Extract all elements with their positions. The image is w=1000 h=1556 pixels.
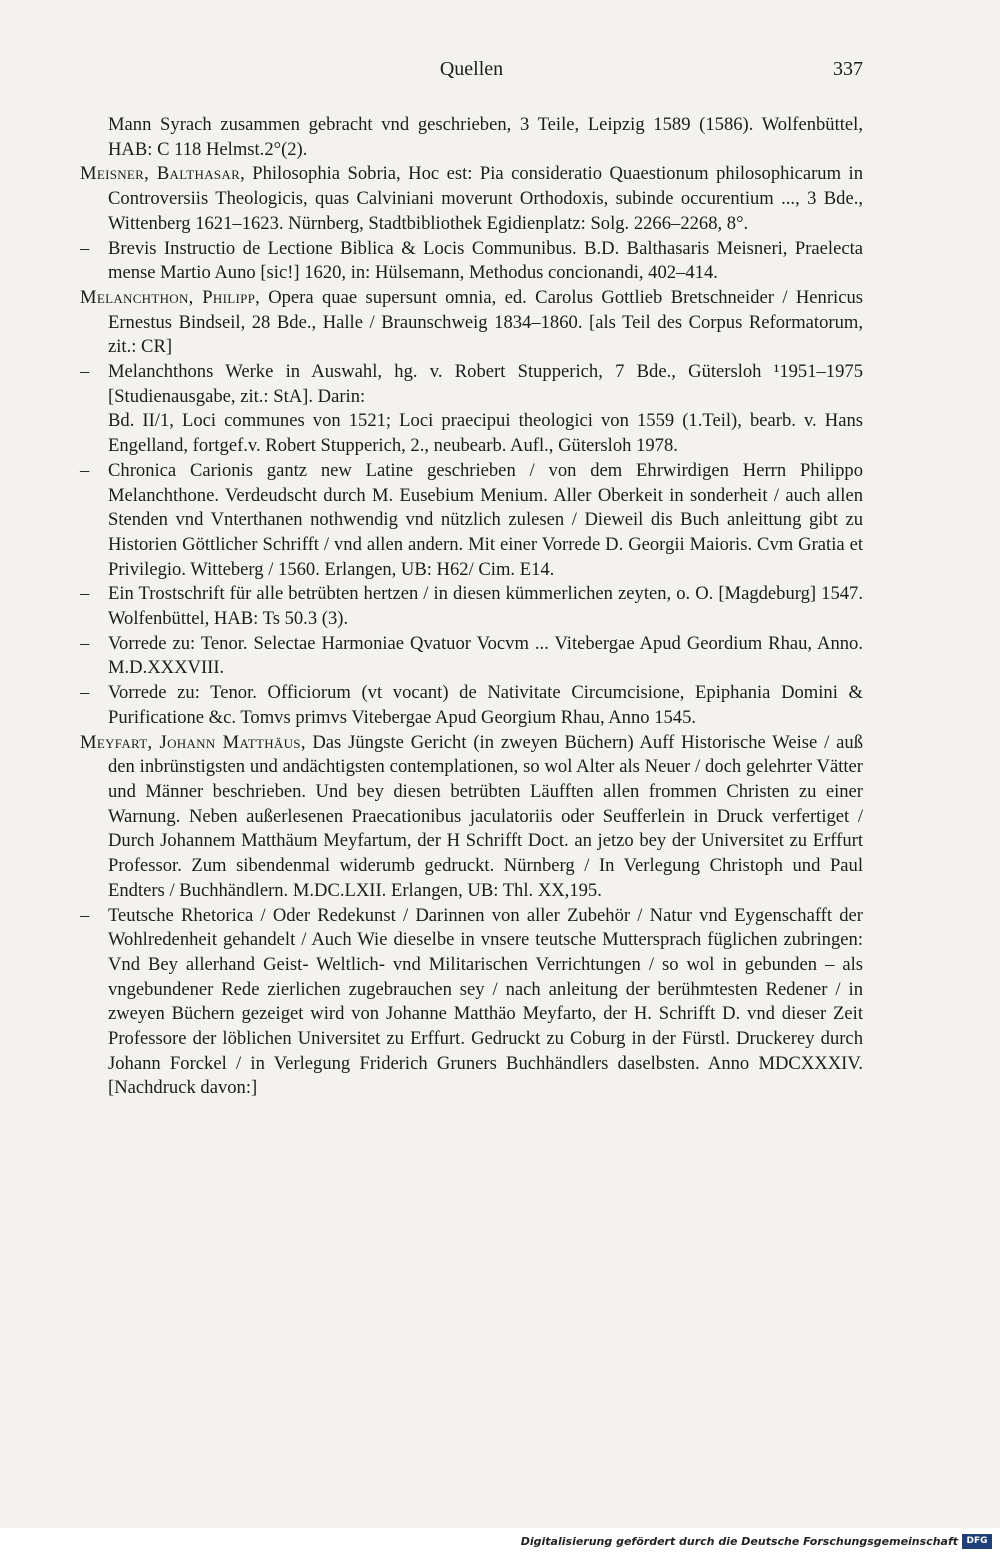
entry-dash: – — [80, 632, 90, 654]
entry-text: Mann Syrach zusammen gebracht vnd geschrieben, 3 Teile, Leipzig 1589 (1586). Wolfenbüttel, HAB: C 118 Helmst.2°(2). — [108, 114, 863, 160]
entry-text: Chronica Carionis gantz new Latine geschrieben / von dem Ehrwirdigen Herrn Philippo Melanchthone. Verdeudscht durch M. Eusebium Menium. Aller Oberkeit in sonderheit / auch allen Stenden vnd Vnterthanen nothwendig vnd nützlich zulesen / Dieweil dis Buch anleittung gibt zu Historien Göttlicher Schrifft / vnd allen andern. Mit einer Vorrede D. Georgii Maioris. Cvm Gratia et Privilegio. Witteberg / 1560. Erlangen, UB: H62/ Cim. E14. — [108, 459, 863, 580]
page-number: 337 — [833, 58, 863, 80]
entry-dash: – — [80, 904, 90, 926]
entry-text: Brevis Instructio de Lectione Biblica & Locis Communibus. B.D. Balthasaris Meisneri, Praelecta mense Martio Auno [sic!] 1620, in: Hülsemann, Methodus concionandi, 402–414. — [108, 237, 863, 284]
entry-dash: – — [80, 682, 90, 704]
entry-author: Melanchthon, Philipp — [80, 286, 256, 308]
bibliography-subentry — [80, 360, 863, 409]
entry-text: , Das Jüngste Gericht (in zweyen Büchern) Auff Historische Weise / auß den inbrünstigsten und andächtigsten contemplationen, so wol Alter als Neuer / doch gelehrter Vätter und Männer beschrieben. Und bey diesen betrübten Läufften allen frommen Christen zu einer Warnung. Neben außerlesenen Praecationibus jaculatoriis oder Seufferlein in Druck verfertiget / Durch Johannem Matthäum Meyfartum, der H Schrifft Doct. an jetzo bey der Universitet zu Erffurt Professor. Zum sibendenmal widerumb gedruckt. Nürnberg / In Verlegung Christoph und Paul Endters / Buchhändlern. M.DC.LXII. Erlangen, UB: Thl. XX,195. — [108, 731, 863, 901]
bibliography-text — [80, 113, 863, 1101]
running-head-title: Quellen — [439, 58, 504, 80]
entry-text: Vorrede zu: Tenor. Officiorum (vt vocant) de Nativitate Circumcisione, Epiphania Domini & Purificatione &c. Tomvs primvs Vitebergae Apud Georgium Rhau, Anno 1545. — [108, 682, 863, 728]
entry-text: Vorrede zu: Tenor. Selectae Harmoniae Qvatuor Vocvm ... Vitebergae Apud Geordium Rhau, Anno. M.D.XXXVIII. — [108, 632, 863, 679]
entry-author: Meisner, Balthasar — [80, 163, 241, 185]
entry-text: Melanchthons Werke in Auswahl, hg. v. Robert Stupperich, 7 Bde., Gütersloh ¹1951–1975 [Studienausgabe, zit.: StA]. Darin: — [108, 361, 863, 407]
bibliography-entry-paragraph — [80, 409, 863, 458]
bibliography-subentry — [80, 459, 863, 583]
entry-author: Meyfart, Johann Matthäus — [80, 731, 301, 753]
entry-text: Bd. II/1, Loci communes von 1521; Loci praecipui theologici von 1559 (1.Teil), bearb. v. Hans Engelland, fortgef.v. Robert Stupperich, 2., neubearb. Aufl., Gütersloh 1978. — [108, 410, 863, 457]
entry-text: , Philosophia Sobria, Hoc est: Pia consideratio Quaestionum philosophicarum in Controversiis Theologicis, quas Calviniani moverunt Orthodoxis, subinde occurentium ..., 3 Bde., Wittenberg 1621–1623. Nürnberg, Stadtbibliothek Egidienplatz: Solg. 2266–2268, 8°. — [108, 163, 863, 234]
digitization-footer — [0, 1528, 1000, 1556]
bibliography-entry-meisner — [80, 162, 863, 236]
bibliography-subentry — [80, 681, 863, 730]
running-head — [80, 58, 863, 84]
bibliography-entry-melanchthon — [80, 286, 863, 360]
entry-text: Teutsche Rhetorica / Oder Redekunst / Darinnen von aller Zubehör / Natur vnd Eygenschafft der Wohlredenheit gehandelt / Auch Wie dieselbe in vnsere teutsche Muttersprach füglichen zubringen: Vnd Bey allerhand Geist- Weltlich- vnd Militarischen Verrichtungen / so wol in gebunden – als vngebundener Rede zierlichen zugebrauchen sey / nach anleitung der berühmtesten Redener / in zweyen Büchern gezeiget wird von Johanne Matthäo Meyfarto, der H. Schrifft D. vnd dieser Zeit Professore der löblichen Universitet zu Erffurt. Gedruckt zu Coburg in der Fürstl. Druckerey durch Johann Forckel / in Verlegung Friderich Gruners Buchhändlers daselbsten. Anno MDCXXXIV. [Nachdruck davon:] — [108, 904, 863, 1099]
bibliography-subentry — [80, 632, 863, 681]
bibliography-subentry — [80, 237, 863, 286]
dfg-logo-icon: DFG — [962, 1534, 992, 1549]
bibliography-subentry — [80, 582, 863, 631]
entry-text: , Opera quae supersunt omnia, ed. Carolus Gottlieb Bretschneider / Henricus Ernestus Bindseil, 28 Bde., Halle / Braunschweig 1834–1860. [als Teil des Corpus Reformatorum, zit.: CR] — [108, 286, 863, 358]
entry-dash: – — [80, 459, 90, 481]
bibliography-entry-continuation — [80, 113, 863, 162]
entry-dash: – — [80, 237, 90, 259]
entry-dash: – — [80, 361, 90, 383]
bibliography-subentry — [80, 904, 863, 1102]
bibliography-entry-meyfart — [80, 731, 863, 904]
entry-dash: – — [80, 583, 90, 605]
footer-credit-text: Digitalisierung gefördert durch die Deutsche Forschungsgemeinschaft — [520, 1535, 958, 1548]
entry-text: Ein Trostschrift für alle betrübten hertzen / in diesen kümmerlichen zeyten, o. O. [Magdeburg] 1547. Wolfenbüttel, HAB: Ts 50.3 (3). — [108, 583, 863, 630]
